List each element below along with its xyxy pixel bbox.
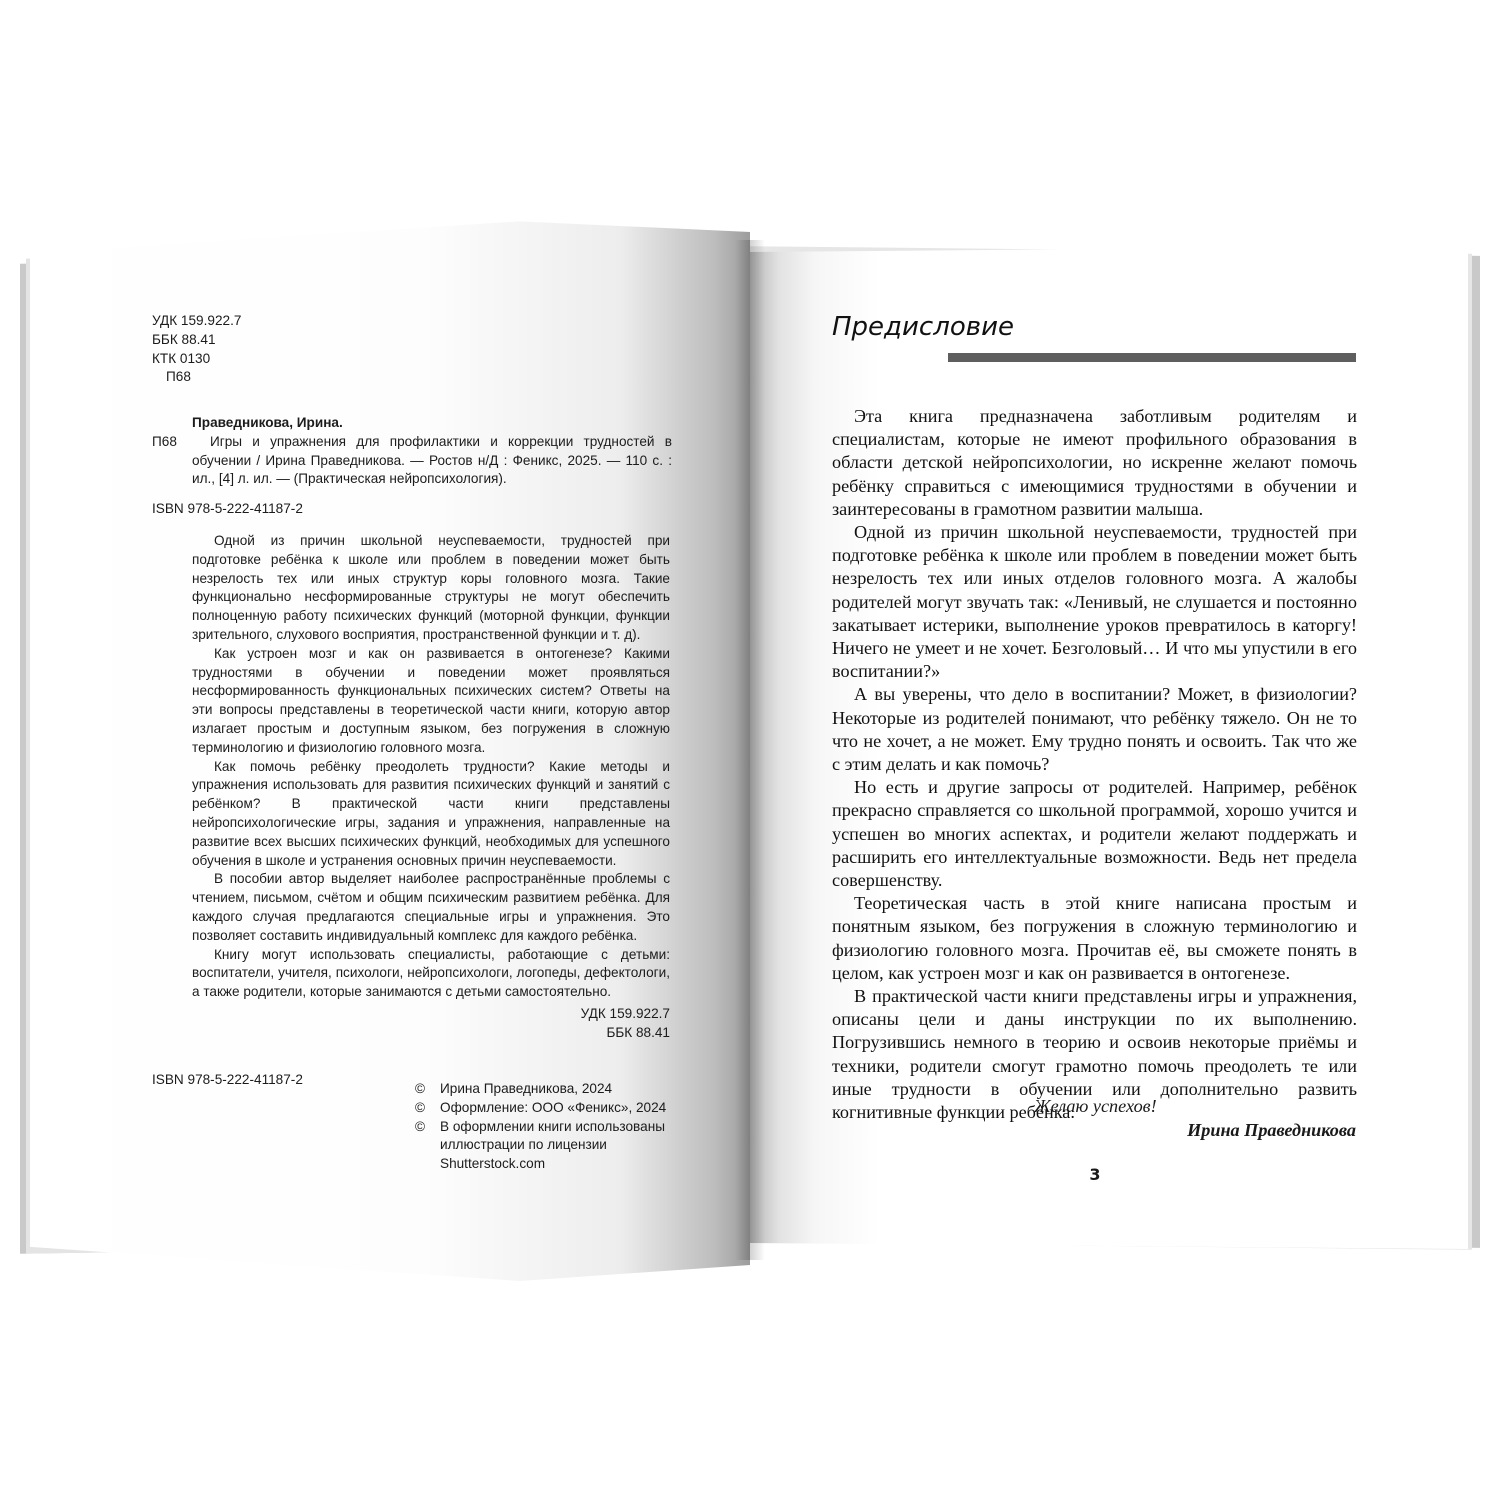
copyright-block xyxy=(415,1080,685,1174)
copyright-icon: © xyxy=(415,1099,426,1115)
classification-codes xyxy=(152,312,241,387)
preface-paragraph: Теоретическая часть в этой книге написана простым и понятным языком, без погружения в сложную терминологию и физиологию головного мозга. Прочитав её, вы сможете понять в целом, как устроен мозг и как он развивается в онтогенезе. xyxy=(832,893,1357,983)
udk-code: УДК 159.922.7 xyxy=(152,313,242,328)
annotation-paragraph: В пособии автор выделяет наиболее распространённые проблемы с чтением, письмом, счётом и общим психическим развитием ребёнка. Для каждого случая предлагаются специальные игры и упражнения. Это позволяет составить индивидуальный комплекс для каждого ребёнка. xyxy=(192,871,670,943)
record-description: Игры и упражнения для профилактики и коррекции трудностей в обучении / Ирина Праведникова. — Ростов н/Д : Феникс, 2025. — 110 с. : ил., [4] л. ил. — (Практическая нейропсихология). xyxy=(192,433,672,487)
udk-code-bottom: УДК 159.922.7 xyxy=(580,1006,670,1021)
isbn-bottom: ISBN 978-5-222-41187-2 xyxy=(152,1072,303,1087)
annotation xyxy=(192,532,670,1002)
annotation-paragraph: Книгу могут использовать специалисты, работающие с детьми: воспитатели, учителя, психологи, нейропсихологи, логопеды, дефектологи, а также родители, которые занимаются с детьми самостоятельно. xyxy=(192,946,670,1000)
copyright-author: Ирина Праведникова, 2024 xyxy=(440,1081,613,1096)
copyright-icon: © xyxy=(415,1118,426,1134)
preface-paragraph: Одной из причин школьной неуспеваемости, трудностей при подготовке ребёнка к школе или проблем в поведении может быть незрелость тех или иных отделов головного мозга. А жалобы родителей могут звучать так: «Ленивый, не слушается и постоянно закатывает истерики, выполнение уроков превратилось в каторгу! Ничего не умеет и не хочет. Безголовый… И что мы упустили в его воспитании?» xyxy=(832,522,1357,682)
classification-codes-bottom xyxy=(560,1005,670,1043)
copyright-illustrations: В оформлении книги использованы иллюстрации по лицензии Shutterstock.com xyxy=(440,1118,665,1172)
copyright-icon: © xyxy=(415,1081,426,1096)
preface-paragraph: Эта книга предназначена заботливым родителям и специалистам, которые не имеют профильного образования в области детской нейропсихологии, но искренне желают помочь ребёнку справиться с имеющимися трудностями в обучении и заинтересованы в грамотном развитии малыша. xyxy=(832,406,1357,519)
isbn-top: ISBN 978-5-222-41187-2 xyxy=(152,501,303,516)
record-author-sign: П68 xyxy=(152,434,177,449)
record-author: Праведникова, Ирина. xyxy=(192,415,343,430)
preface-paragraph: В практической части книги представлены игры и упражнения, описаны цели и даны инструкции по их выполнению. Погрузившись немного в теорию и освоив некоторые приёмы и техники, родители смогут грамотно помочь преодолеть те или иные трудности в обучении или дополнительно развить когнитивные функции ребёнка. xyxy=(832,986,1357,1123)
copyright-line xyxy=(415,1099,685,1118)
annotation-paragraph: Как устроен мозг и как он развивается в онтогенезе? Какими трудностями в обучении и поведении может проявляться несформированность функциональных психических систем? Ответы на эти вопросы представлены в теоретической части книги, которую автор излагает простым и доступным языком, без погружения в сложную терминологию и физиологию головного мозга. xyxy=(192,645,670,755)
chapter-heading: Предисловие xyxy=(832,312,1014,342)
ktk-code: КТК 0130 xyxy=(152,350,211,366)
heading-rule xyxy=(948,353,1356,362)
copyright-design: Оформление: ООО «Феникс», 2024 xyxy=(440,1099,667,1115)
annotation-paragraph: Как помочь ребёнку преодолеть трудности? Какие методы и упражнения использовать для развития психических функций и занятий с ребёнком? В практической части книги представлены нейропсихологические игры, задания и упражнения, направленные на развитие всех высших психических функций, необходимых для успешного обучения в школе и устранения основных причин неуспеваемости. xyxy=(192,758,670,868)
bbk-code-bottom: ББК 88.41 xyxy=(606,1024,670,1040)
copyright-line xyxy=(415,1080,685,1099)
preface-paragraph: А вы уверены, что дело в воспитании? Может, в физиологии? Некоторые из родителей понимают, что ребёнку тяжело. Он не то что не хочет, а не может. Ему трудно понять и освоить. Так что же с этим делать и как помочь? xyxy=(832,684,1357,775)
closing-wish: Желаю успехов! xyxy=(1034,1096,1157,1116)
bbk-code: ББК 88.41 xyxy=(152,331,216,347)
preface-paragraph: Но есть и другие запросы от родителей. Например, ребёнок прекрасно справляется со школьной программой, хорошо учится и успешен во многих аспектах, и родители желают поддержать и расширить его интеллектуальные возможности. Ведь нет предела совершенству. xyxy=(832,777,1357,891)
preface-text xyxy=(832,405,1357,1124)
book-spine xyxy=(735,240,765,1260)
author-signature: Ирина Праведникова xyxy=(1187,1120,1356,1140)
page-number: 3 xyxy=(1089,1165,1101,1184)
copyright-line xyxy=(415,1118,685,1174)
bibliographic-record xyxy=(152,414,672,489)
author-sign: П68 xyxy=(166,369,191,385)
annotation-paragraph: Одной из причин школьной неуспеваемости, трудностей при подготовке ребёнка к школе или проблем в поведении может быть незрелость тех или иных структур коры головного мозга. Такие функционально несформированные структуры не могут обеспечить полноценную работу психических функций (моторной функции, функции зрительного, слухового восприятия, пространственной функции и т. д). xyxy=(192,533,670,642)
